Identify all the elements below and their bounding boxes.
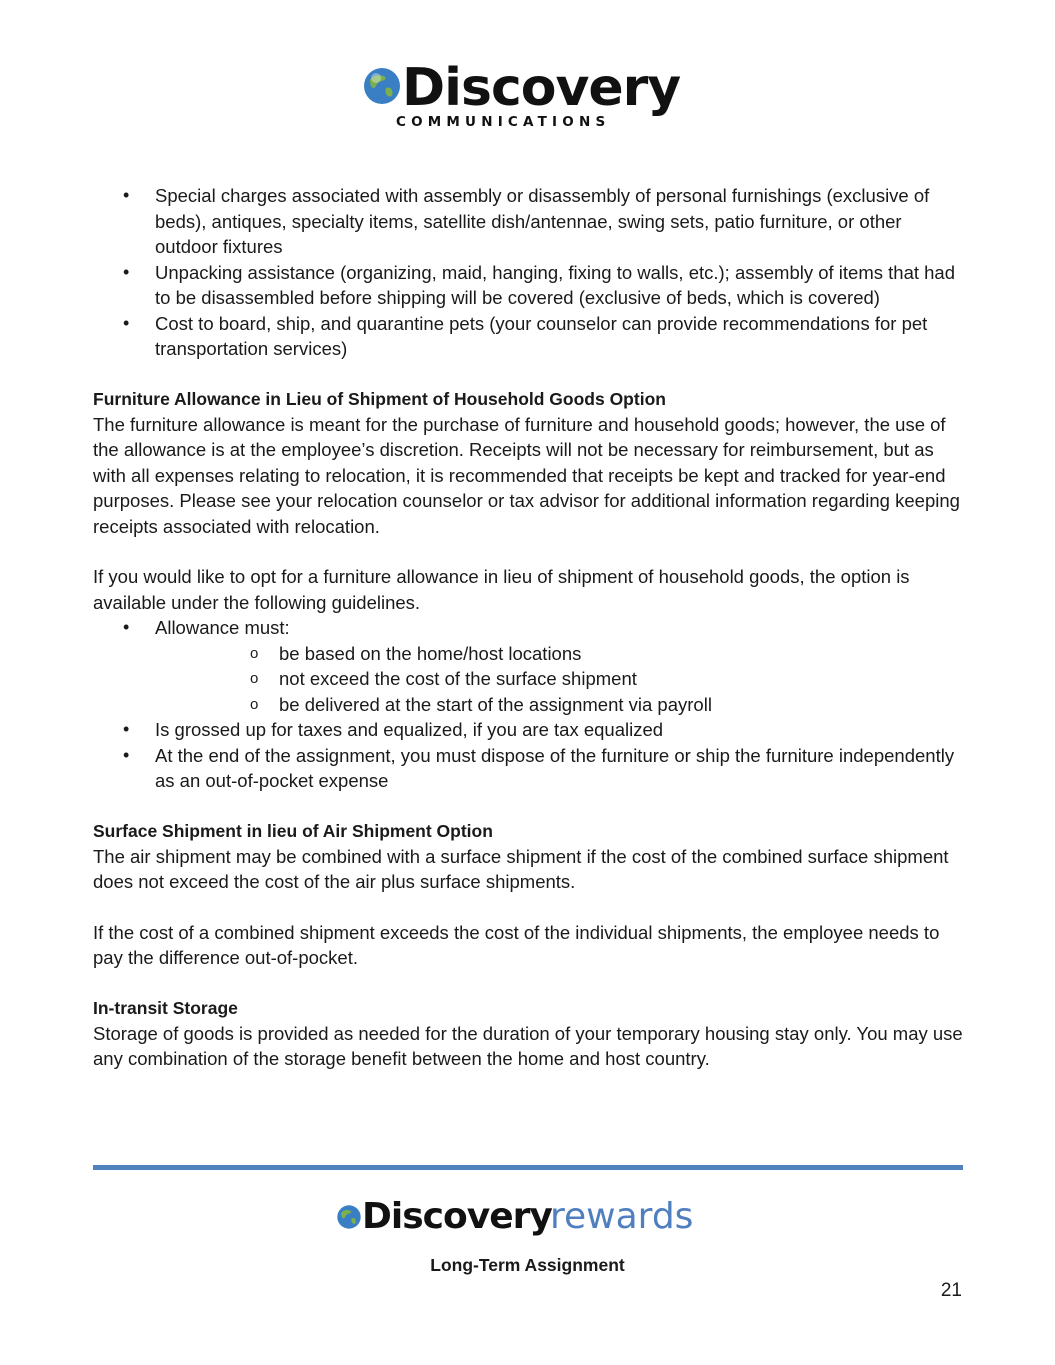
footer-logo-rewards: rewards: [550, 1196, 694, 1237]
allowance-sub-list: [93, 641, 963, 718]
list-item: • Is grossed up for taxes and equalized, if you are tax equalized: [93, 717, 963, 743]
furniture-paragraph: The furniture allowance is meant for the purchase of furniture and household goods; however, the use of the allowance is at the employee’s discretion. Receipts will not be necessary for reimbursement, but as with all expenses relating to relocation, it is recommended that receipts be kept and tracked for year-end purposes. Please see your relocation counselor or tax advisor for additional information regarding keeping receipts associated with relocation.: [93, 413, 960, 537]
list-item: • Cost to board, ship, and quarantine pets (your counselor can provide recommendations for pet transportation services): [93, 311, 963, 362]
footer-title: Long-Term Assignment: [430, 1255, 625, 1275]
globe-icon: [336, 1204, 362, 1230]
top-bullet-list: [93, 183, 963, 362]
discovery-communications-logo: [362, 58, 694, 138]
footer-divider: [93, 1165, 963, 1170]
storage-heading: In-transit Storage: [93, 997, 238, 1018]
sub-list-item: o not exceed the cost of the surface shipment: [93, 666, 963, 692]
document-body: [93, 183, 963, 1072]
allowance-bullet-list: [93, 615, 963, 794]
logo-subtitle: COMMUNICATIONS: [396, 114, 611, 130]
surface-paragraph: The air shipment may be combined with a surface shipment if the cost of the combined surface shipment does not exceed the cost of the air plus surface shipments.: [93, 845, 949, 892]
logo-wordmark: Discovery: [402, 58, 681, 118]
page-number: 21: [940, 1280, 962, 1301]
surface-heading: Surface Shipment in lieu of Air Shipment Option: [93, 820, 493, 841]
globe-icon: [362, 66, 402, 106]
list-item: • At the end of the assignment, you must dispose of the furniture or ship the furniture independently as an out-of-pocket expense: [93, 743, 963, 794]
storage-paragraph: Storage of goods is provided as needed for the duration of your temporary housing stay only. You may use any combination of the storage benefit between the home and host country.: [93, 1022, 963, 1069]
surface-cost-paragraph: If the cost of a combined shipment exceeds the cost of the individual shipments, the employee needs to pay the difference out-of-pocket.: [93, 921, 940, 968]
sub-list-item: o be based on the home/host locations: [93, 641, 963, 667]
sub-list-item: o be delivered at the start of the assignment via payroll: [93, 692, 963, 718]
footer-logo-word: Discovery: [362, 1196, 552, 1237]
list-item: • Special charges associated with assembly or disassembly of personal furnishings (exclusive of beds), antiques, specialty items, satellite dish/antennae, swing sets, patio furniture, or other outdoor fixtures: [93, 183, 963, 260]
furniture-heading: Furniture Allowance in Lieu of Shipment of Household Goods Option: [93, 388, 666, 409]
list-item: • Unpacking assistance (organizing, maid, hanging, fixing to walls, etc.); assembly of items that had to be disassembled before shipping will be covered (exclusive of beds, which is covered): [93, 260, 963, 311]
list-item: [93, 615, 963, 717]
discovery-rewards-logo: [336, 1194, 726, 1244]
furniture-option-paragraph: If you would like to opt for a furniture allowance in lieu of shipment of household goods, the option is available under the following guidelines.: [93, 566, 910, 613]
allowance-label: Allowance must:: [155, 617, 290, 638]
